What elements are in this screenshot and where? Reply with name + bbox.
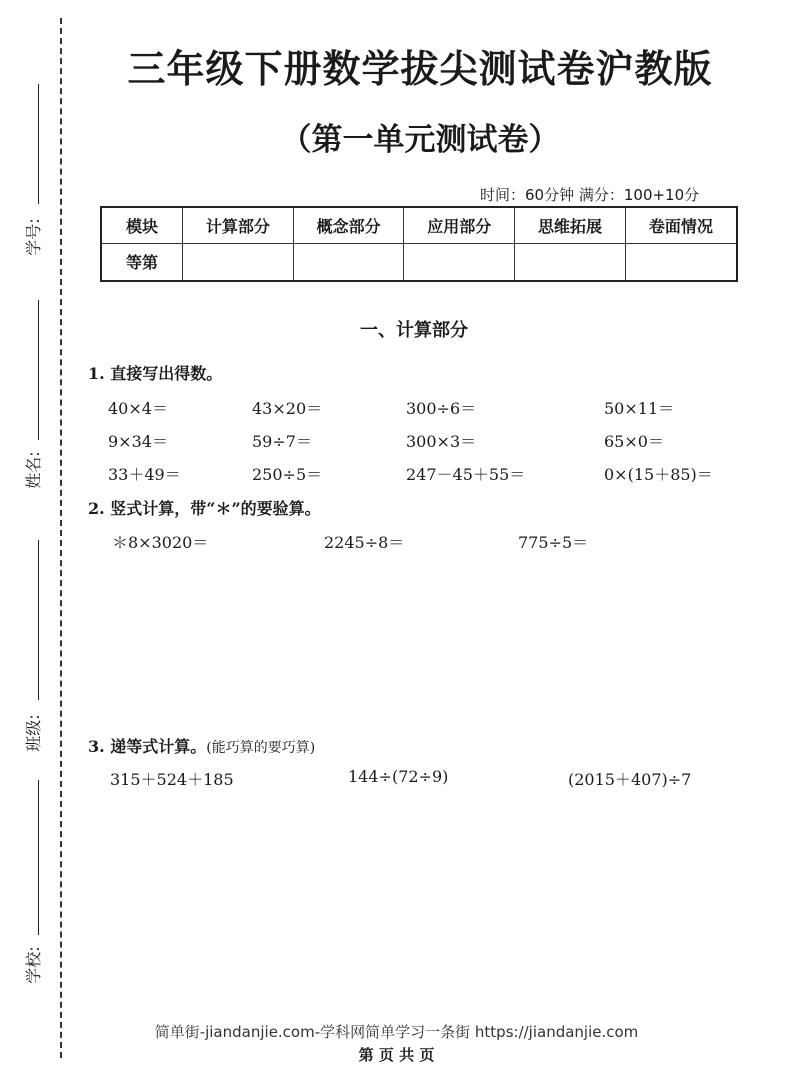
q1-problem: 250÷5＝ [252,465,323,484]
q1-problem: 50×11＝ [604,399,675,418]
q2-heading: 2. 竖式计算，带“＊”的要验算。 [88,499,321,518]
student-no-line [38,84,39,204]
footer-watermark-link: 简单街-jiandanjie.com-学科网简单学习一条街 https://jiandanjie.com [154,1023,639,1041]
q2-problem: ＊8×3020＝ [112,533,209,552]
q3-heading-text: 3. 递等式计算。 [88,737,207,756]
q3-note: (能巧算的要巧算) [206,740,316,756]
class-label: 班级: [24,714,43,752]
score-header-cell: 卷面情况 [625,207,737,243]
name-line [38,300,39,440]
student-no-label: 学号: [24,218,43,256]
q1-problem: 247－45＋55＝ [406,465,526,484]
score-table [100,206,738,282]
q2-problem: 775÷5＝ [518,533,589,552]
q2-problem: 2245÷8＝ [324,533,405,552]
grade-cell[interactable] [625,243,737,281]
grade-cell[interactable] [183,243,294,281]
grade-cell[interactable] [404,243,515,281]
q3-problem: 315＋524＋185 [110,770,234,789]
q1-problem: 40×4＝ [108,399,168,418]
q1-problem: 300÷6＝ [406,399,477,418]
q1-heading: 1. 直接写出得数。 [88,364,223,383]
score-header-cell: 概念部分 [293,207,404,243]
q1-problem: 65×0＝ [604,432,664,451]
score-table-grade-row [101,243,737,281]
q1-problem: 59÷7＝ [252,432,312,451]
score-header-cell: 应用部分 [404,207,515,243]
grade-row-label: 等第 [101,243,183,281]
school-label: 学校: [24,946,43,984]
page-number: 第 页 共 页 [358,1046,435,1064]
q1-problem: 33＋49＝ [108,465,181,484]
section-title: 一、计算部分 [360,320,468,341]
score-header-cell: 思维拓展 [515,207,626,243]
score-table-header-row [101,207,737,243]
grade-cell[interactable] [515,243,626,281]
score-header-cell: 计算部分 [183,207,294,243]
q3-problem: (2015＋407)÷7 [568,770,692,789]
q1-problem: 43×20＝ [252,399,323,418]
name-label: 姓名: [24,451,43,489]
binding-dashed-line [60,18,62,1058]
page-subtitle: （第一单元测试卷） [280,122,560,158]
q1-problem: 0×(15＋85)＝ [604,465,713,484]
page-title: 三年级下册数学拔尖测试卷沪教版 [127,47,713,91]
score-header-cell: 模块 [101,207,183,243]
grade-cell[interactable] [293,243,404,281]
q1-problem: 300×3＝ [406,432,477,451]
class-line [38,540,39,700]
exam-info: 时间：60分钟 满分：100+10分 [480,186,700,204]
q1-problem: 9×34＝ [108,432,168,451]
q3-problem: 144÷(72÷9) [348,767,449,786]
q3-heading [88,734,315,757]
school-line [38,780,39,935]
